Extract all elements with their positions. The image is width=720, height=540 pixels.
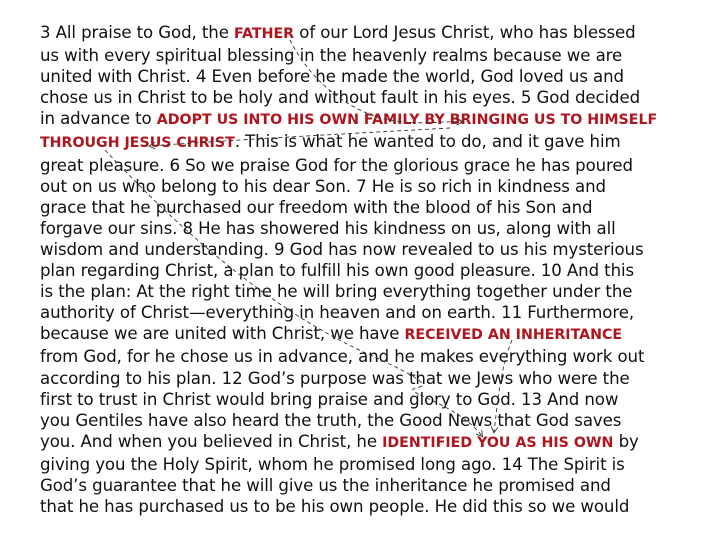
passage-line	[40, 22, 700, 45]
passage-text: you Gentiles have also heard the truth, the Good News that God saves	[40, 410, 622, 430]
passage-text: 3 All praise to God, the	[40, 23, 234, 42]
passage-text: in advance to	[40, 109, 157, 129]
passage-line	[40, 410, 700, 431]
passage-line	[40, 87, 700, 108]
highlighted-phrase: FATHER	[233, 26, 295, 42]
passage-text: great pleasure. 6 So we praise God for the glorious grace he has poured	[40, 155, 633, 175]
passage-line	[40, 496, 700, 517]
passage-line	[40, 108, 700, 131]
highlighted-phrase: THROUGH JESUS CHRIST	[40, 135, 235, 152]
passage-line	[40, 281, 700, 302]
passage-line	[40, 218, 700, 239]
passage-text: us with every spiritual blessing in the heavenly realms because we are	[40, 46, 623, 66]
passage-text: God’s guarantee that he will give us the inheritance he promised and	[40, 475, 611, 495]
passage-text: plan regarding Christ, a plan to fulfill his own good pleasure. 10 And this	[40, 261, 635, 281]
passage-line	[40, 176, 700, 197]
highlighted-phrase: ADOPT US INTO HIS OWN FAMILY BY BRINGING US TO HIMSELF	[156, 112, 658, 129]
passage-text: first to trust in Christ would bring praise and glory to God. 13 And now	[40, 389, 619, 409]
passage-line	[40, 346, 700, 367]
passage-text: that he has purchased us to be his own people. He did this so we would	[40, 497, 630, 517]
passage-text: giving you the Holy Spirit, whom he promised long ago. 14 The Spirit is	[40, 454, 625, 474]
passage-line	[40, 197, 700, 218]
passage-text: united with Christ. 4 Even before he made the world, God loved us and	[40, 67, 624, 87]
passage-line	[40, 260, 700, 281]
passage-line	[40, 45, 700, 66]
passage-line	[40, 454, 700, 475]
passage-text: you. And when you believed in Christ, he	[40, 431, 383, 451]
passage-line	[40, 389, 700, 410]
passage-line	[40, 239, 700, 260]
passage-text: out on us who belong to his dear Son. 7 He is so rich in kindness and	[40, 176, 606, 196]
passage-line	[40, 302, 700, 323]
scripture-passage	[40, 22, 700, 517]
passage-text: of our Lord Jesus Christ, who has blessed	[294, 23, 636, 42]
passage-line	[40, 475, 700, 496]
passage-text: . This is what he wanted to do, and it gave him	[234, 132, 621, 152]
passage-text: grace that he purchased our freedom with the blood of his Son and	[40, 197, 593, 217]
passage-text: because we are united with Christ, we have	[40, 324, 405, 344]
passage-text: chose us in Christ to be holy and without fault in his eyes. 5 God decided	[40, 88, 640, 108]
highlighted-phrase: IDENTIFIED YOU AS HIS OWN	[382, 434, 614, 451]
passage-text: according to his plan. 12 God’s purpose was that we Jews who were the	[40, 368, 630, 388]
passage-text: is the plan: At the right time he will bring everything together under the	[40, 282, 633, 302]
passage-line	[40, 131, 700, 154]
passage-line	[40, 66, 700, 87]
passage-line	[40, 431, 700, 454]
passage-line	[40, 368, 700, 389]
highlighted-phrase: RECEIVED AN INHERITANCE	[404, 327, 623, 344]
passage-text: by	[613, 431, 639, 451]
passage-line	[40, 155, 700, 176]
passage-text: authority of Christ—everything in heaven and on earth. 11 Furthermore,	[40, 303, 634, 323]
passage-text: wisdom and understanding. 9 God has now revealed to us his mysterious	[40, 239, 644, 259]
passage-line	[40, 323, 700, 346]
passage-text: forgave our sins. 8 He has showered his kindness on us, along with all	[40, 218, 616, 238]
passage-text: from God, for he chose us in advance, and he makes everything work out	[40, 347, 645, 367]
